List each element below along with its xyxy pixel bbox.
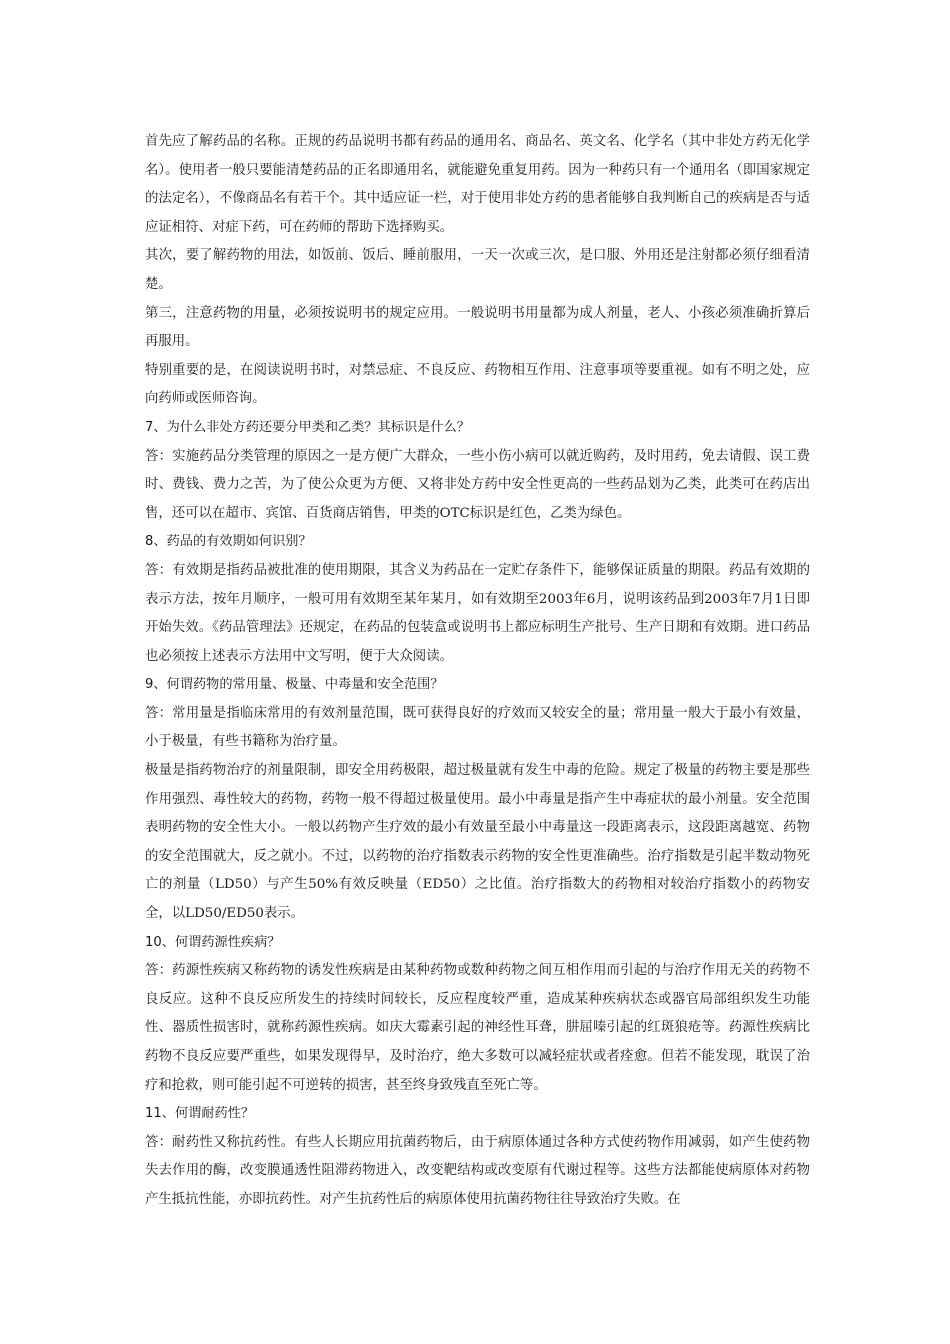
- answer-9: 答：常用量是指临床常用的有效剂量范围，既可获得良好的疗效而又较安全的量；常用量一般大于最小有效量，小于极量，有些书籍称为治疗量。: [145, 705, 810, 750]
- answer-10: 答：药源性疾病又称药物的诱发性疾病是由某种药物或数种药物之间互相作用而引起的与治疗作用无关的药物不良反应。这种不良反应所发生的持续时间较长，反应程度较严重，造成某种疾病状态或器官局部组织发生功能性、器质性损害时，就称药源性疾病。如庆大霉素引起的神经性耳聋，肼屈嗪引起的红斑狼疮等。药源性疾病比药物不良反应要严重些，如果发现得早，及时治疗，绝大多数可以减轻症状或者痊愈。但若不能发现，耽误了治疗和抢救，则可能引起不可逆转的损害，甚至终身致残直至死亡等。: [145, 963, 810, 1093]
- answer-8: 答：有效期是指药品被批准的使用期限，其含义为药品在一定贮存条件下，能够保证质量的期限。药品有效期的表示方法，按年月顺序，一般可用有效期至某年某月，如有效期至2003年6月，说明该药品到2003年7月1日即开始失效。《药品管理法》还规定，在药品的包装盒或说明书上都应标明生产批号、生产日期和有效期。进口药品也必须按上述表示方法用中文写明，便于大众阅读。: [145, 562, 810, 664]
- question-heading-8: 8、药品的有效期如何识别？: [145, 534, 312, 550]
- question-heading-10: 10、何谓药源性疾病？: [145, 934, 281, 950]
- paragraph-max-dose: 极量是指药物治疗的剂量限制，即安全用药极限，超过极量就有发生中毒的危险。规定了极量的药物主要是那些作用强烈、毒性较大的药物，药物一般不得超过极量使用。最小中毒量是指产生中毒症状的最小剂量。安全范围表明药物的安全性大小。一般以药物产生疗效的最小有效量至最小中毒量这一段距离表示，这段距离越宽、药物的安全范围就大，反之就小。不过，以药物的治疗指数表示药物的安全性更准确些。治疗指数是引起半数动物死亡的剂量（LD50）与产生50%有效反映量（ED50）之比值。治疗指数大的药物相对较治疗指数小的药物安全，以LD50/ED50表示。: [145, 763, 810, 922]
- answer-11: 答：耐药性又称抗药性。有些人长期应用抗菌药物后，由于病原体通过各种方式使药物作用减弱，如产生使药物失去作用的酶，改变膜通透性阻滞药物进入，改变靶结构或改变原有代谢过程等。这些方法都能使病原体对药物产生抵抗性能，亦即抗药性。对产生抗药性后的病原体使用抗菌药物往往导致治疗失败。在: [145, 1134, 810, 1207]
- paragraph-dosage: 第三，注意药物的用量，必须按说明书的规定应用。一般说明书用量都为成人剂量，老人、小孩必须准确折算后再服用。: [145, 305, 810, 350]
- paragraph-drug-name: 首先应了解药品的名称。正规的药品说明书都有药品的通用名、商品名、英文名、化学名（其中非处方药无化学名）。使用者一般只要能清楚药品的正名即通用名，就能避免重复用药。因为一种药只有一个通用名（即国家规定的法定名），不像商品名有若干个。其中适应证一栏，对于使用非处方药的患者能够自我判断自己的疾病是否与适应证相符、对症下药，可在药师的帮助下选择购买。: [145, 134, 810, 235]
- question-heading-9: 9、何谓药物的常用量、极量、中毒量和安全范围？: [145, 677, 444, 693]
- question-heading-7: 7、为什么非处方药还要分甲类和乙类？其标识是什么？: [145, 419, 470, 435]
- document-body: [145, 128, 810, 1215]
- paragraph-contraindications: 特别重要的是，在阅读说明书时，对禁忌症、不良反应、药物相互作用、注意事项等要重视。如有不明之处，应向药师或医师咨询。: [145, 362, 810, 407]
- answer-7: 答：实施药品分类管理的原因之一是方便广大群众，一些小伤小病可以就近购药，及时用药，免去请假、误工费时、费钱、费力之苦，为了使公众更为方便、又将非处方药中安全性更高的一些药品划为乙类，此类可在药店出售，还可以在超市、宾馆、百货商店销售，甲类的OTC标识是红色，乙类为绿色。: [145, 448, 810, 521]
- paragraph-usage: 其次，要了解药物的用法，如饭前、饭后、睡前服用，一天一次或三次，是口服、外用还是注射都必须仔细看清楚。: [145, 248, 810, 292]
- question-heading-11: 11、何谓耐药性？: [145, 1106, 255, 1122]
